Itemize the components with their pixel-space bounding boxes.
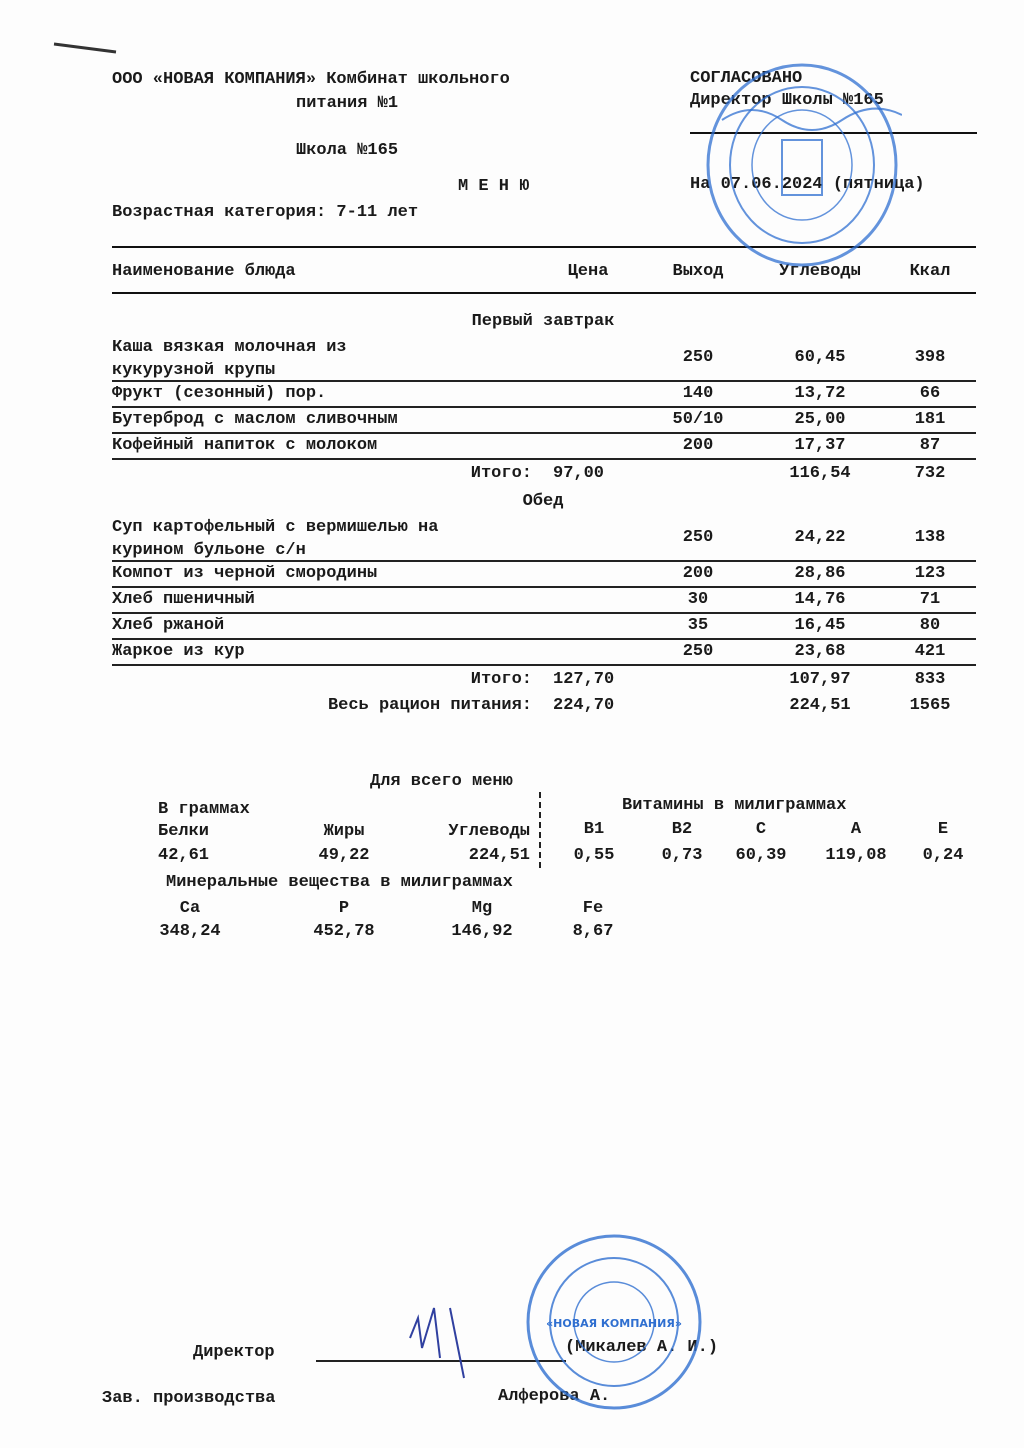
vitamin-value: 0,73 [661,846,703,865]
col-name: Наименование блюда [112,262,296,281]
grams-label: В граммах [158,800,250,819]
vitamin-key: C [755,820,767,839]
dish-carbs: 14,76 [794,590,846,609]
row-rule [112,432,976,434]
dish-kcal: 66 [919,384,941,403]
mineral-value: 452,78 [313,922,375,941]
total-price: 127,70 [553,670,615,689]
org-line-2: питания №1 [296,94,399,113]
nutrition-title: Для всего меню [370,772,513,791]
vitamin-value: 0,55 [573,846,615,865]
vitamin-key: B1 [583,820,605,839]
vitamin-key: B2 [671,820,693,839]
approved-label: СОГЛАСОВАНО [690,69,803,88]
dish-name: Фрукт (сезонный) пор. [112,384,327,403]
row-rule [112,664,976,666]
dish-yield: 250 [682,642,714,661]
grand-total-price: 224,70 [553,696,615,715]
scan-mark-icon [50,38,120,58]
minerals-label: Минеральные вещества в милиграммах [166,873,513,892]
row-rule [112,586,976,588]
dish-yield: 250 [682,348,714,367]
production-label: Зав. производства [102,1389,276,1408]
grams-value: 49,22 [318,846,370,865]
dish-name: Компот из черной смородины [112,564,378,583]
dish-yield: 200 [682,436,714,455]
total-kcal: 732 [914,464,946,483]
total-price: 97,00 [553,464,605,483]
dish-yield: 140 [682,384,714,403]
company-stamp-icon [524,1232,704,1412]
dish-carbs: 28,86 [794,564,846,583]
dish-name: Хлеб пшеничный [112,590,255,609]
section-title: Первый завтрак [471,312,615,331]
mineral-value: 146,92 [451,922,513,941]
grand-total-kcal: 1565 [909,696,951,715]
approved-by: Директор Школы №165 [690,91,884,110]
mineral-key: Fe [582,899,604,918]
grand-total-label: Весь рацион питания: [327,696,532,715]
mineral-key: Mg [471,899,493,918]
nutrition-divider [539,792,541,868]
school-name: Школа №165 [296,141,399,160]
age-category: Возрастная категория: 7-11 лет [112,203,419,222]
dish-name: Бутерброд с маслом сливочным [112,410,398,429]
dish-name: Каша вязкая молочная из [112,338,347,357]
document-title: М Е Н Ю [458,177,530,196]
dish-name: Суп картофельный с вермишелью на [112,518,439,537]
director-signature-icon [400,1298,480,1388]
row-rule [112,612,976,614]
dish-kcal: 138 [914,528,946,547]
col-carbs: Углеводы [779,262,861,281]
dish-kcal: 80 [919,616,941,635]
dish-carbs: 24,22 [794,528,846,547]
total-label: Итого: [470,464,532,483]
vitamin-key: A [850,820,862,839]
dish-carbs: 16,45 [794,616,846,635]
row-rule [112,638,976,640]
vitamin-key: E [937,820,949,839]
dish-carbs: 13,72 [794,384,846,403]
org-line-1: ООО «НОВАЯ КОМПАНИЯ» Комбинат школьного [112,70,510,89]
dish-kcal: 398 [914,348,946,367]
grams-key: Белки [158,822,210,841]
dish-name: кукурузной крупы [112,361,276,380]
vitamins-label: Витамины в милиграммах [622,796,847,815]
dish-yield: 50/10 [672,410,724,429]
row-rule [112,560,976,562]
grams-key: Жиры [323,822,365,841]
section-title: Обед [522,492,564,511]
dish-yield: 250 [682,528,714,547]
mineral-key: P [338,899,350,918]
dish-name: Жаркое из кур [112,642,245,661]
dish-kcal: 421 [914,642,946,661]
total-label: Итого: [470,670,532,689]
dish-carbs: 60,45 [794,348,846,367]
dish-carbs: 17,37 [794,436,846,455]
grams-key: Углеводы [448,822,530,841]
school-stamp-icon [702,60,902,270]
grand-total-carbs: 224,51 [789,696,851,715]
dish-kcal: 181 [914,410,946,429]
dish-kcal: 123 [914,564,946,583]
dish-name: Кофейный напиток с молоком [112,436,378,455]
dish-kcal: 71 [919,590,941,609]
grams-value: 42,61 [158,846,210,865]
dish-carbs: 23,68 [794,642,846,661]
col-yield: Выход [672,262,724,281]
dish-yield: 35 [687,616,709,635]
col-price: Цена [567,262,609,281]
row-rule [112,380,976,382]
total-carbs: 107,97 [789,670,851,689]
director-name: (Микалев А. И.) [565,1338,719,1357]
svg-text:«НОВАЯ КОМПАНИЯ»: «НОВАЯ КОМПАНИЯ» [546,1317,682,1330]
dish-yield: 30 [687,590,709,609]
total-carbs: 116,54 [789,464,851,483]
vitamin-value: 119,08 [825,846,887,865]
vitamin-value: 60,39 [735,846,787,865]
dish-name: курином бульоне с/н [112,541,306,560]
mineral-value: 348,24 [159,922,221,941]
menu-date: На 07.06.2024 (пятница) [690,175,925,194]
production-name: Алферова А. [498,1387,611,1406]
row-rule [112,406,976,408]
row-rule [112,458,976,460]
dish-kcal: 87 [919,436,941,455]
mineral-key: Ca [179,899,201,918]
mineral-value: 8,67 [572,922,614,941]
vitamin-value: 0,24 [922,846,964,865]
col-kcal: Ккал [909,262,951,281]
table-header-rule [112,292,976,294]
dish-yield: 200 [682,564,714,583]
dish-name: Хлеб ржаной [112,616,225,635]
dish-carbs: 25,00 [794,410,846,429]
total-kcal: 833 [914,670,946,689]
director-label: Директор [193,1343,275,1362]
grams-value: 224,51 [468,846,530,865]
